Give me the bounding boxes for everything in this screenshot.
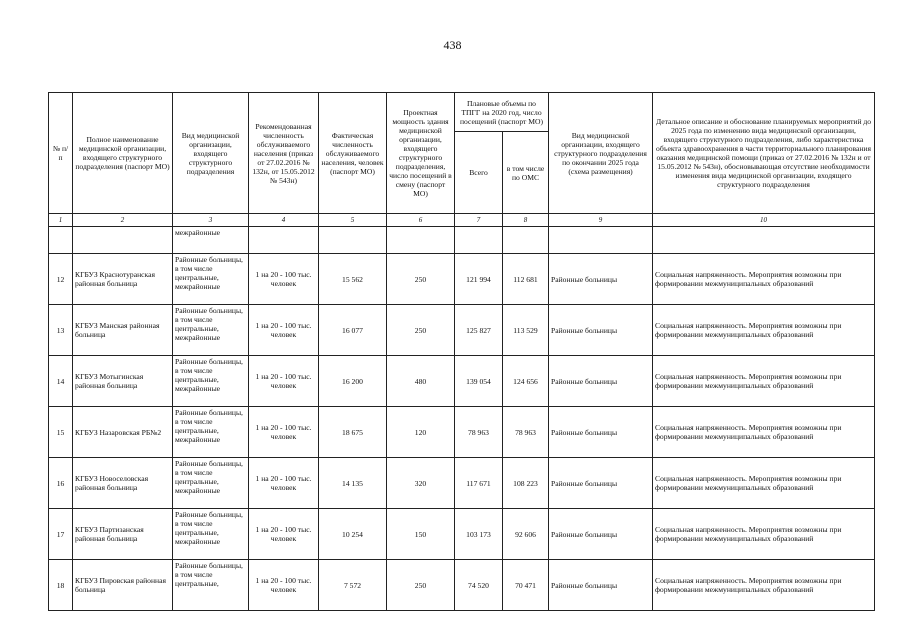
type-2025: Районные больницы	[549, 407, 653, 458]
organization-type: Районные больницы, в том числе центральные, межрайонные	[173, 509, 249, 560]
type-2025: Районные больницы	[549, 509, 653, 560]
recommended-population: 1 на 20 - 100 тыс. человек	[249, 254, 319, 305]
planned-total: 74 520	[455, 560, 503, 611]
organization-type: Районные больницы, в том числе центральные, межрайонные	[173, 305, 249, 356]
hospital-name: КГБУЗ Мотыгинская районная больница	[73, 356, 173, 407]
planned-total: 125 827	[455, 305, 503, 356]
header-capacity: Проектная мощность здания медицинской организации, входящего структурного подразделения, число посещений в смену (паспорт МО)	[387, 93, 455, 214]
column-number: 9	[549, 214, 653, 227]
description: Социальная напряженность. Мероприятия возможны при формировании межмуниципальных образований	[653, 305, 875, 356]
column-number: 8	[503, 214, 549, 227]
actual-population: 18 675	[319, 407, 387, 458]
hospital-name: КГБУЗ Манская районная больница	[73, 305, 173, 356]
table-row	[49, 560, 875, 611]
organization-type: Районные больницы, в том числе центральные,	[173, 560, 249, 611]
hospital-name: КГБУЗ Новоселовская районная больница	[73, 458, 173, 509]
carry-over-row	[49, 227, 875, 254]
design-capacity: 250	[387, 560, 455, 611]
row-number: 17	[49, 509, 73, 560]
header-type: Вид медицинской организации, входящего структурного подразделения	[173, 93, 249, 214]
recommended-population: 1 на 20 - 100 тыс. человек	[249, 356, 319, 407]
header-name: Полное наименование медицинской организации, входящего структурного подразделения (паспорт МО)	[73, 93, 173, 214]
column-number: 10	[653, 214, 875, 227]
actual-population: 15 562	[319, 254, 387, 305]
column-number: 1	[49, 214, 73, 227]
recommended-population: 1 на 20 - 100 тыс. человек	[249, 305, 319, 356]
recommended-population: 1 на 20 - 100 тыс. человек	[249, 560, 319, 611]
column-number: 2	[73, 214, 173, 227]
type-2025: Районные больницы	[549, 254, 653, 305]
header-type-2025: Вид медицинской организации, входящего структурного подразделения по окончании 2025 года (схема размещения)	[549, 93, 653, 214]
planned-total: 78 963	[455, 407, 503, 458]
hospital-name: КГБУЗ Назаровская РБ№2	[73, 407, 173, 458]
planned-oms: 70 471	[503, 560, 549, 611]
column-number: 5	[319, 214, 387, 227]
design-capacity: 120	[387, 407, 455, 458]
description: Социальная напряженность. Мероприятия возможны при формировании межмуниципальных образований	[653, 509, 875, 560]
column-number: 7	[455, 214, 503, 227]
hospital-name: КГБУЗ Партизанская районная больница	[73, 509, 173, 560]
actual-population: 10 254	[319, 509, 387, 560]
planned-total: 139 054	[455, 356, 503, 407]
row-number: 16	[49, 458, 73, 509]
row-number: 15	[49, 407, 73, 458]
column-number: 6	[387, 214, 455, 227]
design-capacity: 480	[387, 356, 455, 407]
description: Социальная напряженность. Мероприятия возможны при формировании межмуниципальных образований	[653, 560, 875, 611]
description: Социальная напряженность. Мероприятия возможны при формировании межмуниципальных образований	[653, 254, 875, 305]
table-row	[49, 509, 875, 560]
column-number: 4	[249, 214, 319, 227]
actual-population: 14 135	[319, 458, 387, 509]
planned-oms: 92 606	[503, 509, 549, 560]
organization-type: Районные больницы, в том числе центральные, межрайонные	[173, 407, 249, 458]
hospital-table	[48, 92, 875, 611]
design-capacity: 150	[387, 509, 455, 560]
row-number: 13	[49, 305, 73, 356]
header-actual: Фактическая численность обслуживаемого населения, человек (паспорт МО)	[319, 93, 387, 214]
planned-total: 121 994	[455, 254, 503, 305]
organization-type: Районные больницы, в том числе центральные, межрайонные	[173, 356, 249, 407]
description: Социальная напряженность. Мероприятия возможны при формировании межмуниципальных образований	[653, 356, 875, 407]
organization-type: Районные больницы, в том числе центральные, межрайонные	[173, 254, 249, 305]
actual-population: 16 077	[319, 305, 387, 356]
table-row	[49, 305, 875, 356]
planned-total: 103 173	[455, 509, 503, 560]
planned-oms: 112 681	[503, 254, 549, 305]
header-planned-group: Плановые объемы по ТПГГ на 2020 год, число посещений (паспорт МО)	[455, 93, 549, 132]
row-number: 18	[49, 560, 73, 611]
header-planned-total: Всего	[455, 132, 503, 214]
recommended-population: 1 на 20 - 100 тыс. человек	[249, 407, 319, 458]
type-2025: Районные больницы	[549, 356, 653, 407]
table-row	[49, 458, 875, 509]
header-recommended: Рекомендованная численность обслуживаемого населения (приказ от 27.02.2016 № 132н, от 15.05.2012 № 543н)	[249, 93, 319, 214]
column-number-row	[49, 214, 875, 227]
row-number: 12	[49, 254, 73, 305]
table-row	[49, 254, 875, 305]
planned-oms: 108 223	[503, 458, 549, 509]
actual-population: 7 572	[319, 560, 387, 611]
design-capacity: 250	[387, 254, 455, 305]
planned-oms: 113 529	[503, 305, 549, 356]
page-number: 438	[443, 38, 462, 52]
hospital-name: КГБУЗ Пировская районная больница	[73, 560, 173, 611]
table-row	[49, 407, 875, 458]
hospital-name: КГБУЗ Краснотуранская районная больница	[73, 254, 173, 305]
header-planned-oms: в том числе по ОМС	[503, 132, 549, 214]
organization-type: Районные больницы, в том числе центральные, межрайонные	[173, 458, 249, 509]
column-number: 3	[173, 214, 249, 227]
actual-population: 16 200	[319, 356, 387, 407]
type-2025: Районные больницы	[549, 458, 653, 509]
type-2025: Районные больницы	[549, 305, 653, 356]
table-row	[49, 356, 875, 407]
planned-total: 117 671	[455, 458, 503, 509]
planned-oms: 78 963	[503, 407, 549, 458]
recommended-population: 1 на 20 - 100 тыс. человек	[249, 458, 319, 509]
planned-oms: 124 656	[503, 356, 549, 407]
design-capacity: 320	[387, 458, 455, 509]
carry-over-text: межрайонные	[173, 227, 249, 254]
design-capacity: 250	[387, 305, 455, 356]
description: Социальная напряженность. Мероприятия возможны при формировании межмуниципальных образований	[653, 407, 875, 458]
type-2025: Районные больницы	[549, 560, 653, 611]
header-description: Детальное описание и обоснование планируемых мероприятий до 2025 года по изменению вида медицинской организации, входящего структурного подразделения, либо характеристика объекта здравоохранения в части территориального планирования оказания медицинской помощи (приказ от 27.02.2016 № 132н и от 15.05.2012 № 543н), обосновывающая отсутствие необходимости изменения вида медицинской организации, входящего структурного подразделения	[653, 93, 875, 214]
header-num: № п/п	[49, 93, 73, 214]
recommended-population: 1 на 20 - 100 тыс. человек	[249, 509, 319, 560]
row-number: 14	[49, 356, 73, 407]
description: Социальная напряженность. Мероприятия возможны при формировании межмуниципальных образований	[653, 458, 875, 509]
